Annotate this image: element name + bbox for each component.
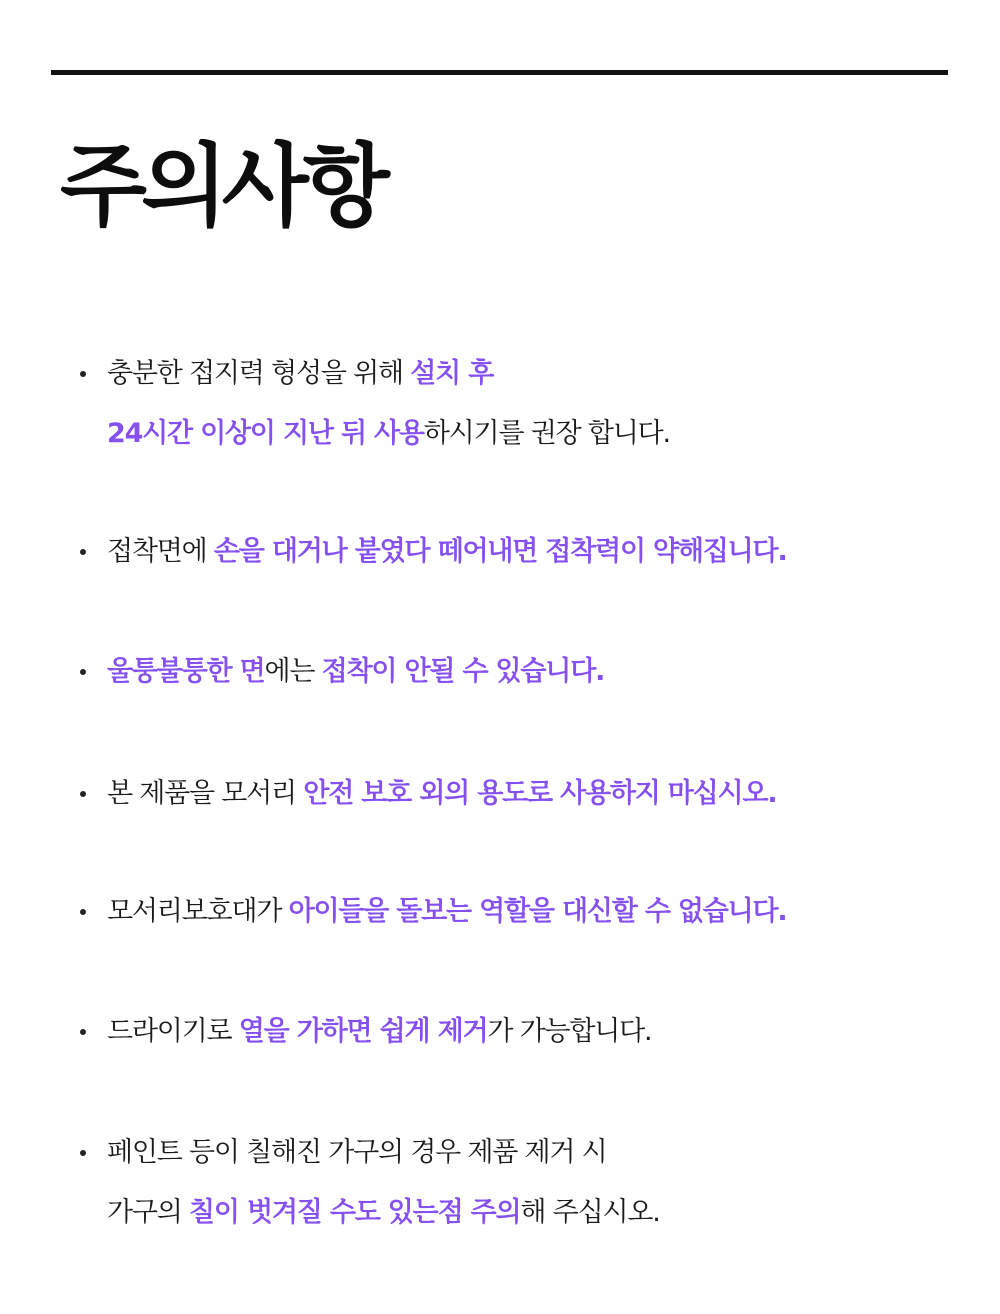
notice-line [107,1015,651,1049]
bullet-dot-icon [80,669,86,675]
notice-line [107,417,670,451]
highlight-text: 손을 대거나 붙였다 떼어내면 접착력이 약해집니다. [213,536,787,567]
bullet-dot-icon [80,549,86,555]
notice-line [107,777,776,811]
body-text: 페인트 등이 칠해진 가구의 경우 제품 제거 시 [107,1137,607,1168]
bullet-dot-icon [80,909,86,915]
body-text: 드라이기로 [107,1016,239,1047]
highlight-text: 안전 보호 외의 용도로 사용하지 마십시오. [303,778,777,809]
bullet-dot-icon [80,1029,86,1035]
top-divider [51,70,948,75]
notice-line [107,535,787,569]
page-title: 주의사항 [60,134,384,239]
body-text: 하시기를 권장 합니다. [423,418,670,449]
body-text: 모서리보호대가 [107,896,289,927]
highlight-text: 설치 후 [410,358,494,389]
body-text: 에는 [264,656,322,687]
bullet-dot-icon [80,371,86,377]
body-text: 접착면에 [107,536,214,567]
bullet-dot-icon [80,791,86,797]
highlight-text: 접착이 안될 수 있습니다. [321,656,605,687]
body-text: 충분한 접지력 형성을 위해 [107,358,411,389]
notice-line [107,1196,660,1230]
bullet-dot-icon [80,1150,86,1156]
highlight-text: 아이들을 돌보는 역할을 대신할 수 없습니다. [288,896,787,927]
notice-line [107,655,604,689]
notice-line [107,895,787,929]
body-text: 가 가능합니다. [487,1016,652,1047]
body-text: 해 주십시오. [520,1197,660,1228]
notice-line [107,1136,607,1170]
notice-line [107,357,493,391]
body-text: 가구의 [107,1197,190,1228]
body-text: 본 제품을 모서리 [107,778,304,809]
highlight-text: 칠이 벗겨질 수도 있는점 주의 [189,1197,521,1228]
highlight-text: 열을 가하면 쉽게 제거 [238,1016,488,1047]
highlight-text: 울퉁불퉁한 면 [107,656,265,687]
highlight-text: 24시간 이상이 지난 뒤 사용 [107,418,424,449]
